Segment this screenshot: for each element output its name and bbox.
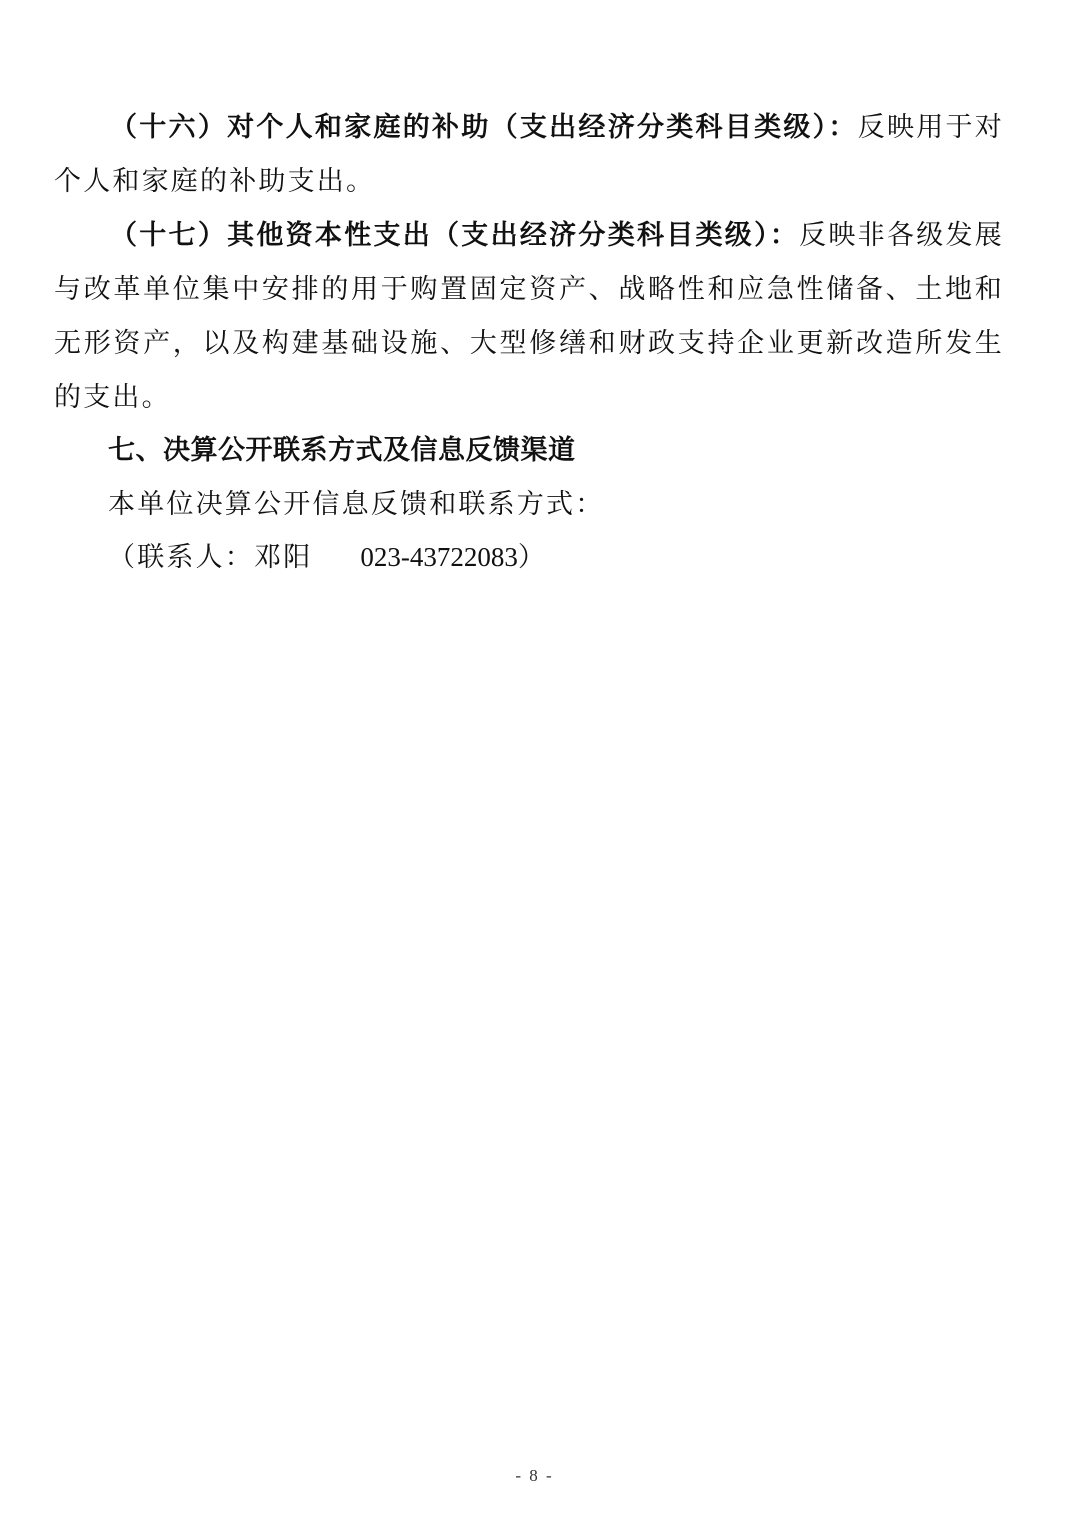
item-16-body: 反映用于对个人和家庭的补助支出。	[54, 112, 1005, 197]
item-16-heading: （十六）对个人和家庭的补助（支出经济分类科目类级）：	[110, 112, 858, 143]
page-number: - 8 -	[515, 1466, 554, 1485]
section-heading: 七、决算公开联系方式及信息反馈渠道	[108, 435, 576, 466]
paragraph-item-16	[54, 101, 1004, 209]
item-17-body: 反映非各级发展与改革单位集中安排的用于购置固定资产、战略性和应急性储备、土地和无形资产，以及构建基础设施、大型修缮和财政支持企业更新改造所发生的支出。	[54, 220, 1004, 413]
contact-phone: 023-43722083）	[360, 542, 545, 572]
paragraph-item-17	[54, 209, 1004, 425]
feedback-intro: 本单位决算公开信息反馈和联系方式：	[108, 489, 605, 520]
contact-person: （联系人：邓阳	[108, 542, 313, 573]
item-17-heading: （十七）其他资本性支出（支出经济分类科目类级）：	[110, 220, 800, 251]
contact-line	[108, 530, 545, 585]
